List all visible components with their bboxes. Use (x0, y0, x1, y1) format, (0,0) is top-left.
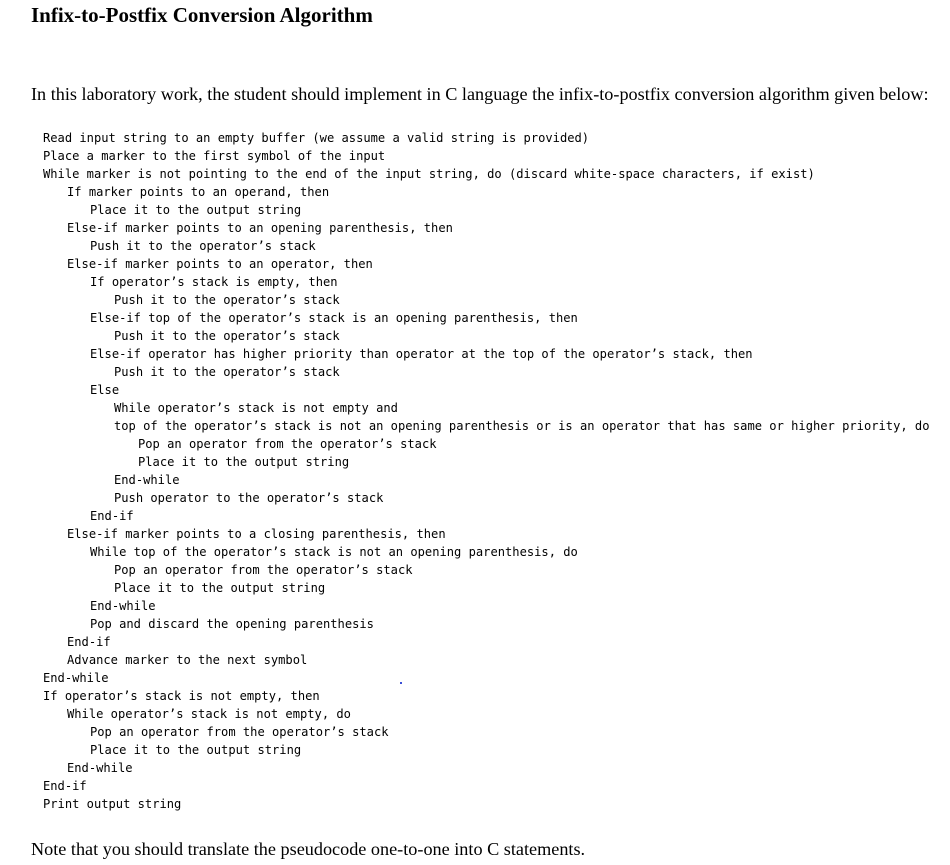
pseudocode-line: Pop an operator from the operator’s stack (114, 563, 413, 577)
pseudocode-line: Else-if top of the operator’s stack is an opening parenthesis, then (90, 311, 578, 325)
pseudocode-line: Place a marker to the first symbol of the input (43, 149, 386, 163)
pseudocode-line: End-while (67, 761, 133, 775)
pseudocode-line: Place it to the output string (90, 203, 302, 217)
pseudocode-line: Push it to the operator’s stack (90, 239, 316, 253)
pseudocode-line: Push it to the operator’s stack (114, 365, 340, 379)
pseudocode-line: While marker is not pointing to the end of the input string, do (discard white-space characters, if exist) (43, 167, 815, 181)
pseudocode-line: Read input string to an empty buffer (we assume a valid string is provided) (43, 131, 590, 145)
pseudocode-line: End-while (43, 671, 109, 685)
pseudocode-line: Else-if marker points to an operator, then (67, 257, 373, 271)
pseudocode-line: Push operator to the operator’s stack (114, 491, 384, 505)
pseudocode-line: Push it to the operator’s stack (114, 329, 340, 343)
intro-paragraph: In this laboratory work, the student should implement in C language the infix-to-postfix conversion algorithm given below: (31, 84, 929, 104)
pseudocode-line: Place it to the output string (138, 455, 350, 469)
pseudocode-line: End-if (67, 635, 111, 649)
pseudocode-line: Else-if operator has higher priority than operator at the top of the operator’s stack, then (90, 347, 753, 361)
pseudocode-line: Place it to the output string (114, 581, 326, 595)
pseudocode-line: Else-if marker points to an opening parenthesis, then (67, 221, 453, 235)
pseudocode-line: If operator’s stack is not empty, then (43, 689, 320, 703)
pseudocode-line: Else-if marker points to a closing parenthesis, then (67, 527, 446, 541)
note-paragraph: Note that you should translate the pseudocode one-to-one into C statements. (31, 839, 586, 859)
pseudocode-line: End-while (114, 473, 180, 487)
pseudocode-line: While operator’s stack is not empty and (114, 401, 398, 415)
pseudocode-line: End-if (43, 779, 87, 793)
pseudocode-line: If marker points to an operand, then (67, 185, 330, 199)
pseudocode-line: End-if (90, 509, 134, 523)
pseudocode-line: While top of the operator’s stack is not an opening parenthesis, do (90, 545, 578, 559)
pseudocode-line: top of the operator’s stack is not an opening parenthesis or is an operator that has same or higher priority, do (114, 419, 930, 433)
page-title: Infix-to-Postfix Conversion Algorithm (31, 3, 373, 27)
stray-dot (400, 682, 402, 684)
pseudocode-line: Push it to the operator’s stack (114, 293, 340, 307)
pseudocode-line: Place it to the output string (90, 743, 302, 757)
pseudocode-line: Advance marker to the next symbol (67, 653, 308, 667)
pseudocode-line: If operator’s stack is empty, then (90, 275, 338, 289)
pseudocode-line: Else (90, 383, 120, 397)
pseudocode-line: Pop and discard the opening parenthesis (90, 617, 374, 631)
pseudocode-line: End-while (90, 599, 156, 613)
pseudocode-line: Pop an operator from the operator’s stack (90, 725, 389, 739)
pseudocode-line: Pop an operator from the operator’s stack (138, 437, 437, 451)
pseudocode-block (43, 129, 929, 813)
pseudocode-line: While operator’s stack is not empty, do (67, 707, 351, 721)
pseudocode-line: Print output string (43, 797, 182, 811)
